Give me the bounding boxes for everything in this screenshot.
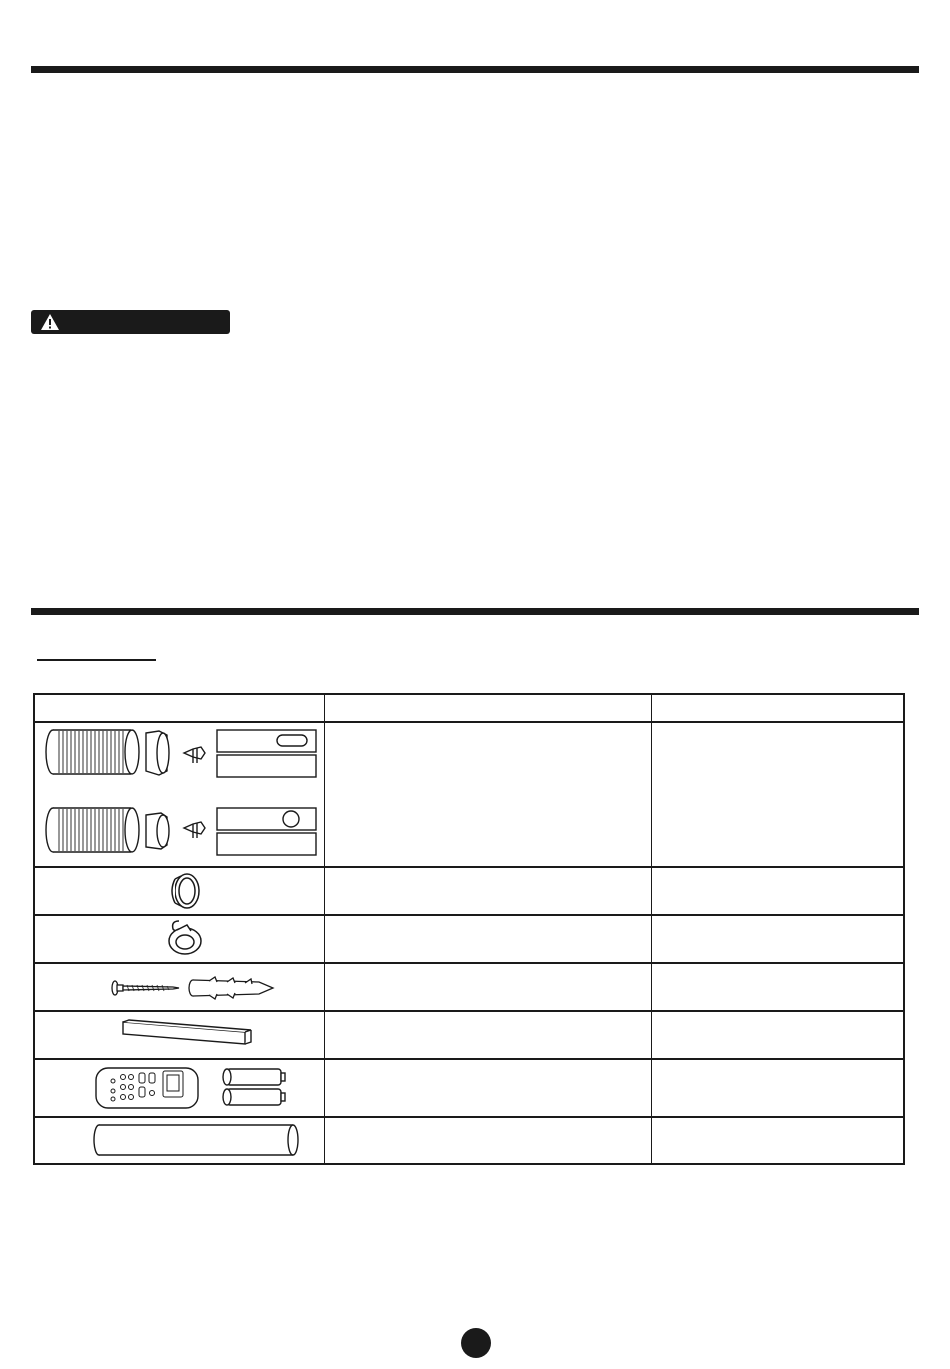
table-column-divider <box>651 695 652 1163</box>
table-row-divider <box>35 914 903 916</box>
middle-section-rule <box>31 608 919 615</box>
top-section-rule <box>31 66 919 73</box>
accessories-table <box>33 693 905 1165</box>
table-column-divider <box>324 695 325 1163</box>
table-row-divider <box>35 962 903 964</box>
table-row-divider <box>35 1058 903 1060</box>
remote-control-and-batteries-icon <box>93 1063 303 1113</box>
accessories-heading-underline <box>37 659 156 661</box>
table-header-divider <box>35 721 903 723</box>
foam-strip-icon <box>119 1018 253 1050</box>
warning-triangle-icon <box>40 313 60 331</box>
screw-and-anchor-icon <box>109 976 279 1000</box>
table-row-divider <box>35 866 903 868</box>
drain-hose-icon <box>91 1121 303 1159</box>
page-number-dot <box>461 1328 491 1358</box>
table-row-divider <box>35 1116 903 1118</box>
exhaust-hose-assembly-icon <box>41 725 321 863</box>
warning-badge <box>31 310 230 334</box>
drain-cap-icon <box>163 917 209 961</box>
table-row-divider <box>35 1010 903 1012</box>
window-adapter-icon <box>165 871 205 911</box>
